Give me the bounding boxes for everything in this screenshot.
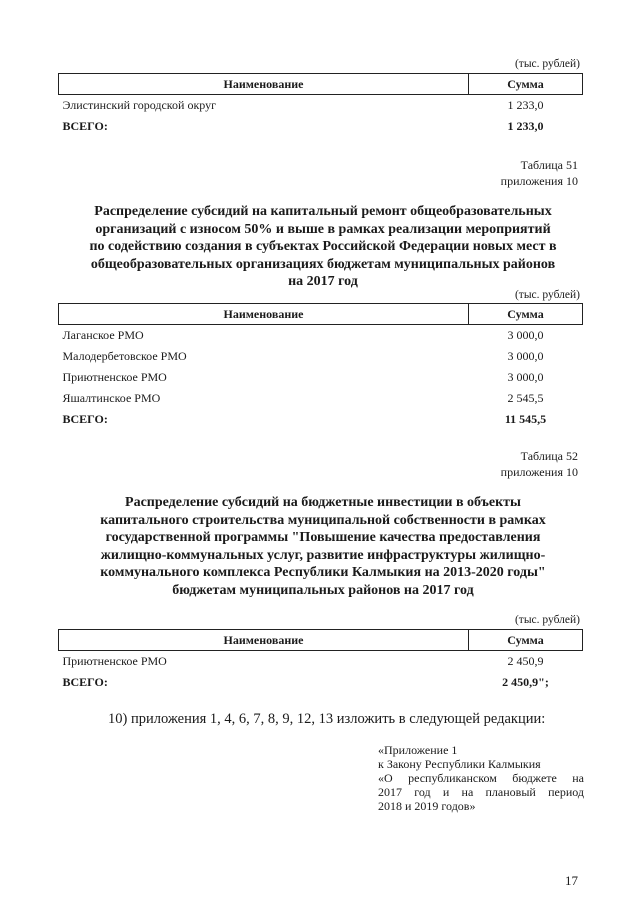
annex-line: 2017 год и на плановый период [378, 785, 584, 799]
row-name: Приютненское РМО [62, 370, 167, 384]
table1 [58, 73, 583, 137]
table3-unit: (тыс. рублей) [514, 614, 580, 626]
total-value: 1 233,0 [507, 119, 544, 133]
table-row [59, 346, 583, 367]
row-name: Приютненское РМО [62, 654, 167, 668]
table3-header-sum: Сумма [469, 630, 583, 651]
table2-header-sum: Сумма [469, 304, 583, 325]
table2 [58, 303, 583, 430]
row-value: 1 233,0 [507, 98, 544, 112]
page-number: 17 [565, 873, 578, 888]
section3-title [58, 494, 588, 599]
table1-unit: (тыс. рублей) [514, 58, 580, 70]
row-name: Малодербетовское РМО [62, 349, 187, 363]
row-name: Элистинский городской округ [62, 98, 217, 112]
table3-header-name: Наименование [59, 630, 469, 651]
table-ref-line: Таблица 52 [520, 449, 578, 463]
table52-reference [501, 448, 578, 480]
title-line: бюджетам муниципальных районов на 2017 год [172, 582, 474, 598]
table-row [59, 325, 583, 347]
table-row [59, 367, 583, 388]
row-value: 3 000,0 [507, 349, 544, 363]
title-line: на 2017 год [288, 274, 358, 289]
table3 [58, 629, 583, 693]
table-ref-line: Таблица 51 [520, 158, 578, 172]
section2-title [58, 203, 588, 291]
title-line: Распределение субсидий на капитальный ремонт общеобразовательных [94, 204, 552, 219]
total-label: ВСЕГО: [62, 119, 108, 133]
title-line: по содействию создания в субъектах Российской Федерации новых мест в [89, 239, 557, 254]
table1-total-row [59, 116, 583, 137]
title-line: капитального строительства муниципальной собственности в рамках [100, 512, 546, 528]
total-value: 11 545,5 [504, 412, 547, 426]
table2-unit: (тыс. рублей) [514, 289, 580, 301]
title-line: жилищно-коммунальных услуг, развитие инфраструктуры жилищно- [100, 547, 546, 563]
table2-total-row [59, 409, 583, 430]
title-line: Распределение субсидий на бюджетные инвестиции в объекты [125, 495, 521, 510]
annex-line: к Закону Республики Калмыкия [378, 757, 541, 771]
table-ref-line: приложения 10 [500, 465, 578, 479]
title-line: общеобразовательных организациях бюджетам муниципальных районов [90, 256, 556, 272]
row-value: 2 545,5 [507, 391, 544, 405]
table2-header [59, 304, 583, 325]
row-name: Яшалтинское РМО [62, 391, 161, 405]
table-row [59, 95, 583, 117]
table-row [59, 651, 583, 673]
annex-line: 2018 и 2019 годов» [378, 799, 476, 813]
amendment-paragraph: 10) приложения 1, 4, 6, 7, 8, 9, 12, 13 изложить в следующей редакции: [108, 711, 546, 727]
table1-header-name: Наименование [59, 74, 469, 95]
table3-header [59, 630, 583, 651]
table1-header-sum: Сумма [469, 74, 583, 95]
title-line: организаций с износом 50% и выше в рамках реализации мероприятий [95, 221, 551, 237]
row-value: 3 000,0 [507, 370, 544, 384]
table1-header [59, 74, 583, 95]
row-value: 2 450,9 [507, 654, 544, 668]
table-row [59, 388, 583, 409]
total-label: ВСЕГО: [62, 412, 108, 426]
annex-line: «Приложение 1 [378, 743, 458, 757]
table3-total-row [59, 672, 583, 693]
table2-header-name: Наименование [59, 304, 469, 325]
total-value: 2 450,9"; [502, 675, 549, 689]
total-label: ВСЕГО: [62, 675, 108, 689]
title-line: государственной программы "Повышение качества предоставления [105, 530, 541, 545]
table-ref-line: приложения 10 [500, 174, 578, 188]
row-name: Лаганское РМО [62, 328, 144, 342]
row-value: 3 000,0 [507, 328, 544, 342]
annex-heading [378, 743, 584, 813]
annex-line: «О республиканском бюджете на [378, 771, 584, 785]
table51-reference [501, 157, 578, 189]
title-line: коммунального комплекса Республики Калмыкия на 2013-2020 годы" [100, 565, 546, 580]
